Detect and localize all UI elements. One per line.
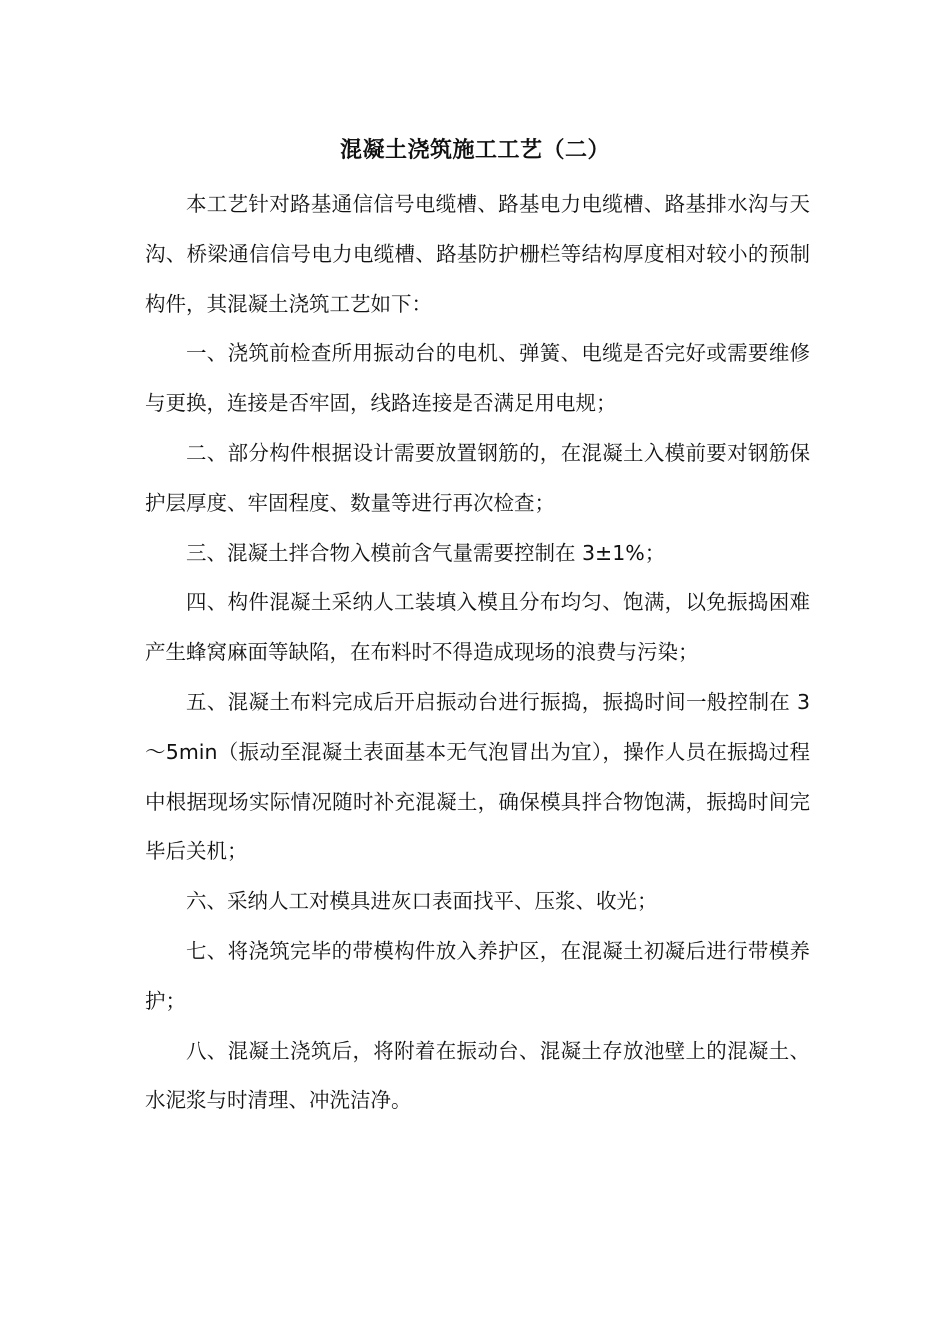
paragraph-step-3: 三、混凝土拌合物入模前含气量需要控制在 3±1%； <box>186 540 666 565</box>
paragraph-step-7: 七、将浇筑完毕的带模构件放入养护区，在混凝土初凝后进行带模养护； <box>145 938 810 1013</box>
document-title: 混凝土浇筑施工工艺（二） <box>339 138 610 163</box>
paragraph-intro: 本工艺针对路基通信信号电缆槽、路基电力电缆槽、路基排水沟与天沟、桥梁通信信号电力电缆槽、路基防护栅栏等结构厚度相对较小的预制构件，其混凝土浇筑工艺如下： <box>145 192 810 316</box>
document-body <box>145 180 810 1126</box>
paragraph-step-4: 四、构件混凝土采纳人工装填入模且分布均匀、饱满，以免振捣困难产生蜂窝麻面等缺陷，在布料时不得造成现场的浪费与污染； <box>145 590 810 665</box>
paragraph-step-1: 一、浇筑前检查所用振动台的电机、弹簧、电缆是否完好或需要维修与更换，连接是否牢固，线路连接是否满足用电规； <box>145 341 810 416</box>
paragraph-step-2: 二、部分构件根据设计需要放置钢筋的，在混凝土入模前要对钢筋保护层厚度、牢固程度、数量等进行再次检查； <box>145 440 810 515</box>
paragraph-step-6: 六、采纳人工对模具进灰口表面找平、压浆、收光； <box>186 889 658 914</box>
paragraph-step-5: 五、混凝土布料完成后开启振动台进行振捣，振捣时间一般控制在 3～5min（振动至混凝土表面基本无气泡冒出为宜），操作人员在振捣过程中根据现场实际情况随时补充混凝土，确保模具拌合物饱满，振捣时间完毕后关机； <box>145 689 810 864</box>
paragraph-step-8: 八、混凝土浇筑后，将附着在振动台、混凝土存放池壁上的混凝土、水泥浆与时清理、冲洗洁净。 <box>145 1038 810 1113</box>
